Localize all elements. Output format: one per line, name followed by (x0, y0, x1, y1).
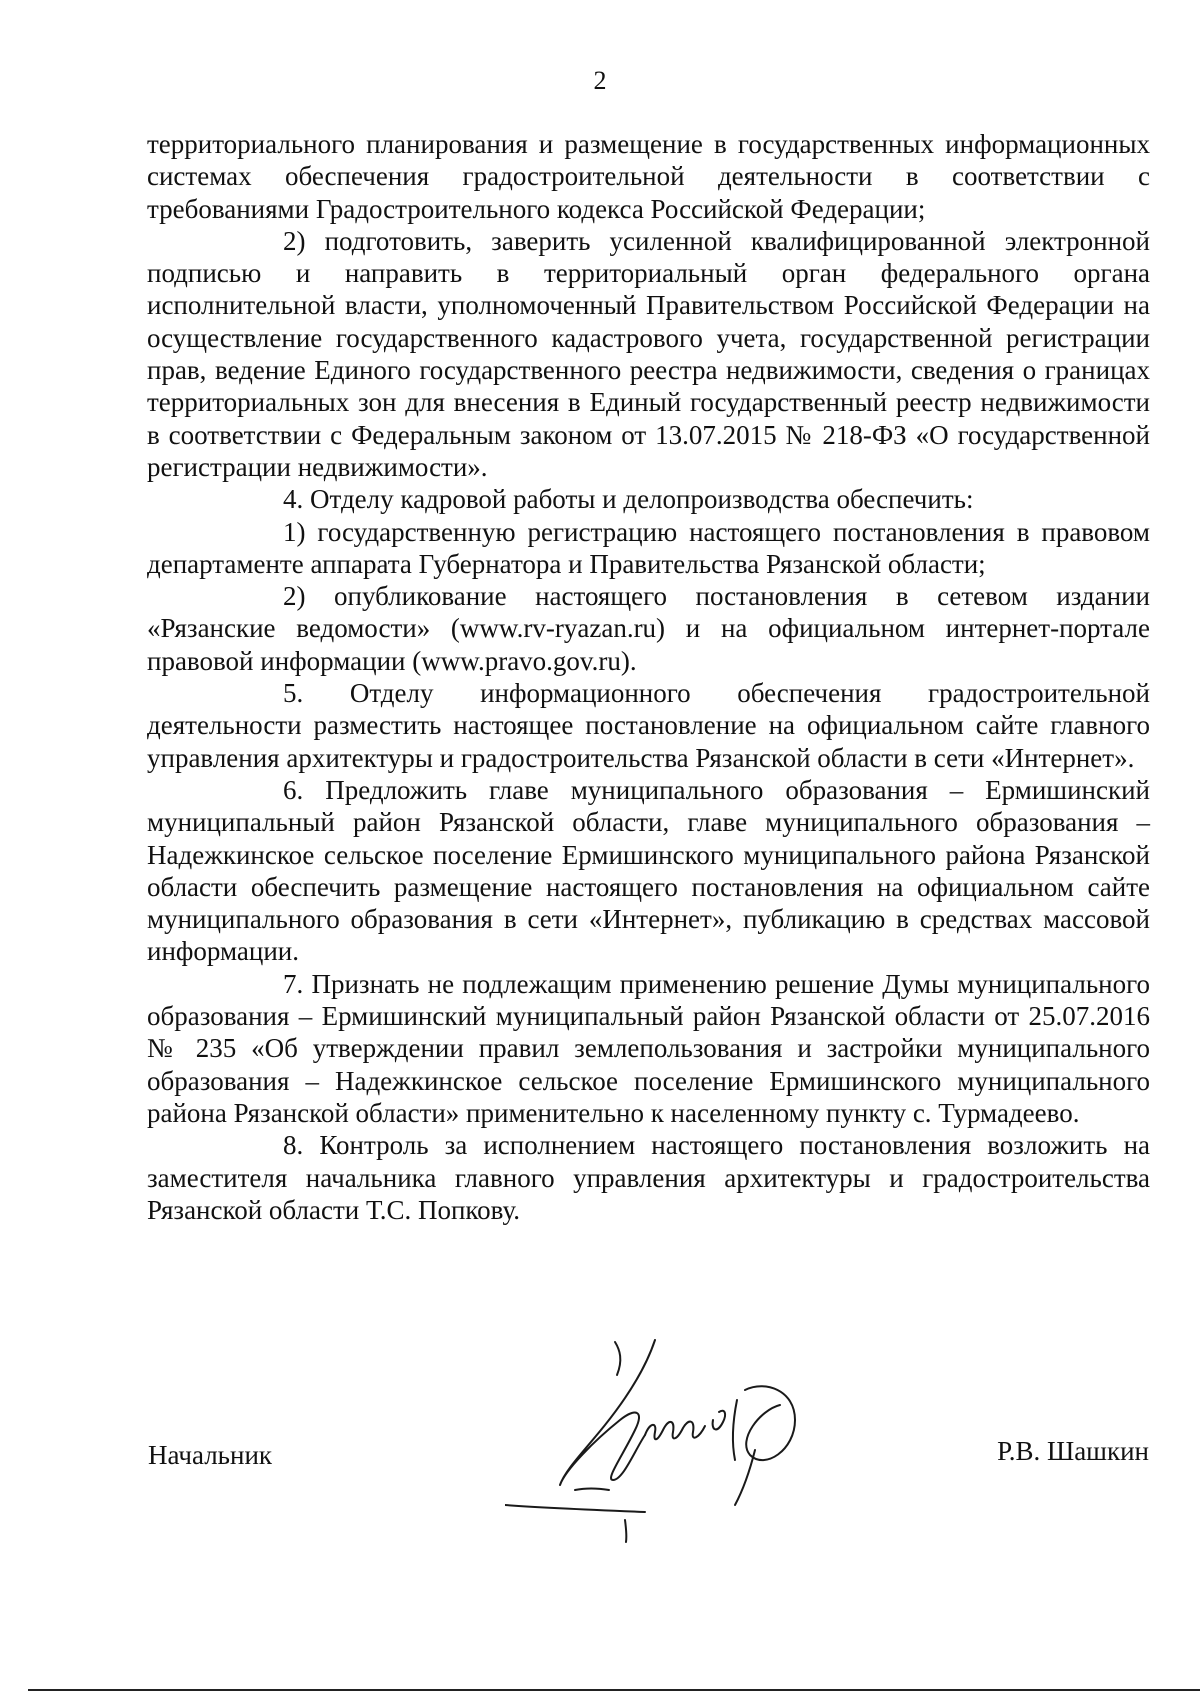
item-number: 2) (283, 225, 306, 256)
document-body (147, 128, 1150, 1226)
handwritten-signature (505, 1330, 865, 1545)
paragraph-text: Контроль за исполнением настоящего постановления возложить на заместителя начальника главного управления архитектуры и градостроительства Рязанской области Т.С. Попкову. (147, 1130, 1151, 1225)
paragraph-item-6 (147, 774, 1150, 968)
item-number: 4. (283, 484, 304, 515)
page-bottom-rule (28, 1689, 1200, 1691)
page-number: 2 (593, 66, 607, 95)
paragraph-text: Отделу информационного обеспечения градостроительной деятельности разместить настоящее постановление на официальном сайте главного управления архитектуры и градостроительства Рязанской области в сети «Интернет». (147, 678, 1150, 773)
signatory-position: Начальник (148, 1440, 273, 1470)
paragraph-item-4 (147, 483, 1150, 515)
item-number: 6. (283, 774, 304, 805)
paragraph-text: подготовить, заверить усиленной квалифицированной электронной подписью и направить в территориальный орган федерального органа исполнительной власти, уполномоченный Правительством Российской Федерации на осуществление государственного кадастрового учета, государственной регистрации прав, ведение Единого государственного реестра недвижимости, сведения о границах территориальных зон для внесения в Единый государственный реестр недвижимости в соответствии с Федеральным законом от 13.07.2015 № 218-ФЗ «О государственной регистрации недвижимости». (147, 225, 1151, 482)
paragraph-item-4-1 (147, 516, 1150, 581)
item-number: 5. (283, 678, 304, 709)
paragraph-text: территориального планирования и размещение в государственных информационных системах обеспечения градостроительной деятельности в соответствии с требованиями Градостроительного кодекса Российской Федерации; (147, 129, 1150, 224)
paragraph-item-3-2 (147, 225, 1150, 483)
paragraph-item-5 (147, 677, 1150, 774)
item-number: 8. (283, 1130, 304, 1161)
paragraph-text: государственную регистрацию настоящего постановления в правовом департаменте аппарата Губернатора и Правительства Рязанской области; (147, 516, 1150, 579)
paragraph-text: Отделу кадровой работы и делопроизводства обеспечить: (310, 484, 974, 515)
item-number: 2) (283, 581, 306, 612)
paragraph-text: Предложить главе муниципального образования – Ермишинский муниципальный район Рязанской области, главе муниципального образования – Надежкинское сельское поселение Ермишинского муниципального района Рязанской области обеспечить размещение настоящего постановления на официальном сайте муниципального образования в сети «Интернет», публикацию в средствах массовой информации. (147, 774, 1150, 967)
signatory-name: Р.В. Шашкин (997, 1436, 1149, 1466)
paragraph-continuation (147, 128, 1150, 225)
paragraph-item-4-2 (147, 580, 1150, 677)
paragraph-text: Признать не подлежащим применению решение Думы муниципального образования – Ермишинский муниципальный район Рязанской области от 25.07.2016 № 235 «Об утверждении правил землепользования и застройки муниципального образования – Надежкинское сельское поселение Ермишинского муниципального района Рязанской области» применительно к населенному пункту с. Турмадеево. (147, 968, 1150, 1128)
item-number: 1) (283, 516, 306, 547)
paragraph-item-8 (147, 1129, 1150, 1226)
item-number: 7. (283, 968, 304, 999)
paragraph-item-7 (147, 968, 1150, 1129)
paragraph-text: опубликование настоящего постановления в сетевом издании «Рязанские ведомости» (www.rv-ryazan.ru) и на официальном интернет-портале правовой информации (www.pravo.gov.ru). (147, 581, 1150, 676)
